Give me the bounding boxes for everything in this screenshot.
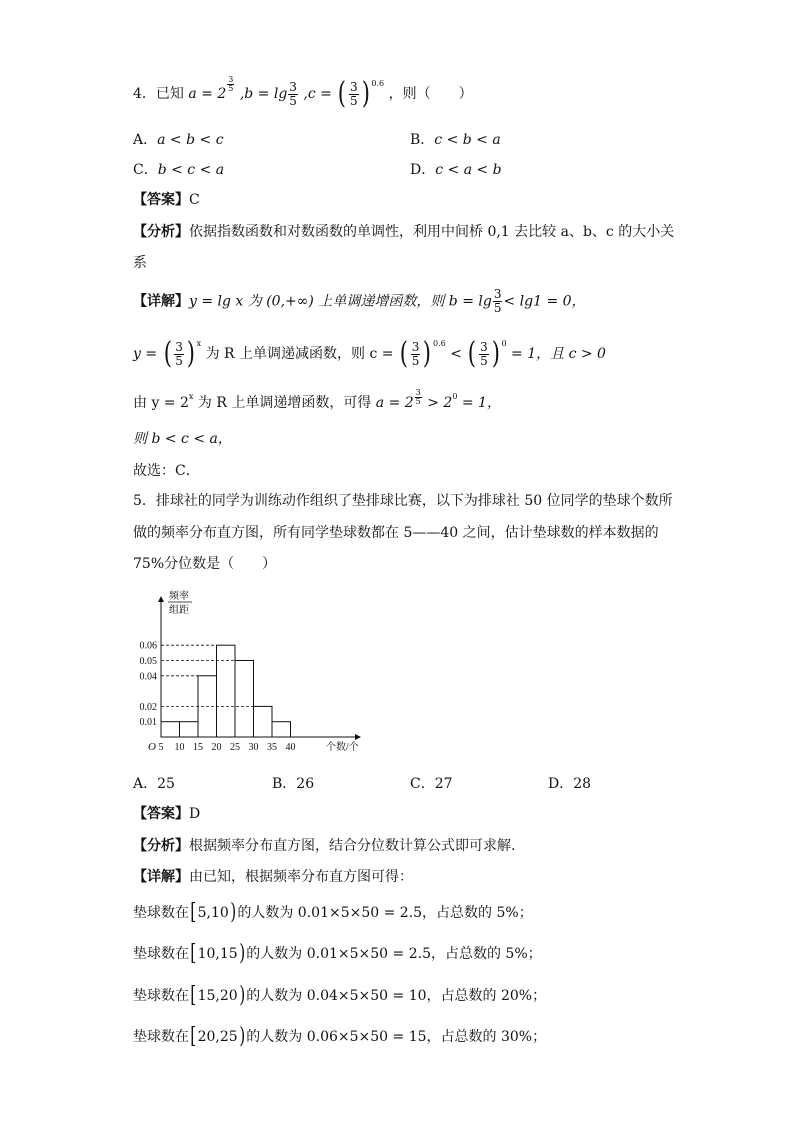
q5-detail-row: 垫球数在[5,10)的人数为 0.01×5×50 = 2.5，占总数的 5%； (133, 900, 533, 925)
q4-option-c: C．b < c < a (133, 162, 225, 178)
q4-option-b: B．c < b < a (410, 132, 501, 148)
x-axis-arrow (355, 734, 361, 740)
y-tick-label: 0.06 (139, 640, 157, 652)
y-axis-label-bottom: 组距 (169, 605, 189, 616)
x-tick-label: 10 (174, 742, 185, 753)
q4-detail-2: y = ( $\frac{3}{5}$ ) $^x$ 为 R 上单调递减函数，则 c = ( $\frac{3}{5}$ ) $^{0.6}$ < ( $\frac{3}{5}$ ) $^0$ = 1，且 c > 0 (133, 336, 606, 371)
x-tick-label: 15 (193, 742, 203, 753)
q5-detail-row: 垫球数在[20,25)的人数为 0.06×5×50 = 15，占总数的 30%； (133, 1024, 547, 1049)
x-tick-label: 20 (211, 742, 222, 753)
histogram-bar (161, 722, 180, 737)
x-tick-label: 5 (158, 742, 164, 753)
histogram-bar (254, 706, 273, 737)
q4-detail-4: 则 b < c < a， (133, 431, 232, 447)
q5-detail-row: 垫球数在[15,20)的人数为 0.04×5×50 = 10，占总数的 20%； (133, 983, 547, 1008)
x-tick-label: 25 (230, 742, 240, 753)
q5-option-b: B．26 (272, 776, 315, 792)
q5-stem-1: 5．排球社的同学为训练动作组织了垫排球比赛，以下为排球社 50 位同学的垫球个数所 (133, 493, 673, 509)
q5-stem-3: 75%分位数是（ ） (133, 556, 277, 572)
q4-analysis-cont: 系 (133, 255, 147, 271)
q5-detail-row: 垫球数在[10,15)的人数为 0.01×5×50 = 2.5，占总数的 5%； (133, 941, 542, 966)
q4-option-a: A．a < b < c (133, 132, 224, 148)
q4-detail-5: 故选：C． (133, 463, 200, 479)
frequency-histogram (130, 588, 370, 758)
y-tick-label: 0.05 (139, 656, 157, 667)
y-axis-label-top: 频率 (169, 591, 189, 602)
q4-answer: 【答案】C (133, 192, 200, 208)
histogram-bar (180, 722, 199, 737)
q5-option-c: C．27 (410, 776, 453, 792)
q5-option-a: A．25 (133, 776, 175, 792)
q4-option-d: D．c < a < b (410, 162, 502, 178)
q5-analysis: 【分析】根据频率分布直方图，结合分位数计算公式即可求解. (133, 838, 516, 854)
q5-answer: 【答案】D (133, 806, 201, 822)
q5-detail-intro: 【详解】由已知，根据频率分布直方图可得： (133, 869, 413, 885)
y-tick-label: 0.04 (139, 671, 157, 683)
histogram-bar (217, 645, 236, 737)
q4-analysis: 【分析】依据指数函数和对数函数的单调性，利用中间桥 0,1 去比较 a、b、c 的大小关 (133, 224, 675, 240)
y-tick-label: 0.02 (139, 701, 157, 713)
x-tick-label: 35 (267, 742, 277, 753)
histogram-bar (235, 661, 254, 738)
q4-detail-1: 【详解】y = lg x 为 (0,+∞) 上单调递增函数，则 b = lg $\frac{3}{5}$ < lg1 = 0， (133, 287, 586, 315)
origin-label: O (148, 741, 156, 753)
q4-stem: 4．已知 a = 2 $^{\frac{3}{5}}$ ,b = lg $\frac{3}{5}$ ,c = ( $\frac{3}{5}$ ) $^{0.6}$ ，则（ ） (133, 74, 473, 111)
y-axis-arrow (158, 596, 164, 602)
x-axis-label: 个数/个 (326, 742, 359, 753)
histogram-bar (272, 722, 291, 737)
q4-detail-3: 由 $y = 2^x$ 为 R 上单调递增函数，可得 a = 2 $^{\frac{3}{5}}$ > $2^0 = 1$， (133, 387, 501, 411)
x-tick-label: 30 (248, 742, 259, 753)
y-tick-label: 0.01 (139, 717, 157, 729)
x-tick-label: 40 (285, 742, 296, 753)
q5-option-d: D．28 (548, 776, 592, 792)
q5-stem-2: 做的频率分布直方图，所有同学垫球数都在 5——40 之间，估计垫球数的样本数据的 (133, 525, 659, 541)
